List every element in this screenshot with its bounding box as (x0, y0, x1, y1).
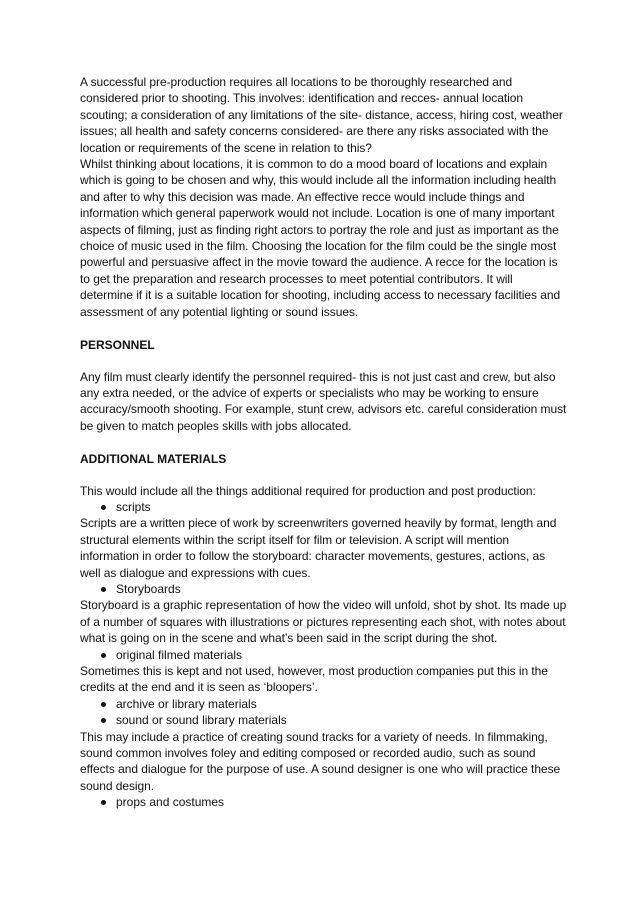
bullet-icon (101, 505, 106, 510)
original-materials-paragraph: Sometimes this is kept and not used, however, most production companies put this in the credits at the end and it is seen as ‘bloopers’. (80, 664, 548, 695)
bullet-icon (101, 718, 106, 723)
bullet-label: props and costumes (116, 795, 225, 810)
bullet-item-props-costumes (80, 794, 568, 810)
spacer (80, 468, 568, 483)
bullet-icon (101, 653, 106, 658)
bullet-icon (101, 800, 106, 805)
bullet-icon (101, 587, 106, 592)
bullet-label: original filmed materials (116, 647, 243, 662)
bullet-label: Storyboards (116, 581, 181, 596)
bullet-item-original-materials (80, 647, 568, 663)
bullet-label: sound or sound library materials (116, 713, 287, 728)
materials-intro: This would include all the things additional required for production and post production: (80, 483, 536, 498)
spacer (80, 354, 568, 369)
additional-materials-heading: ADDITIONAL MATERIALS (80, 452, 227, 467)
bullet-label: scripts (116, 499, 151, 514)
bullet-item-storyboards (80, 581, 568, 597)
bullet-item-sound-materials (80, 712, 568, 728)
bullet-icon (101, 702, 106, 707)
bullet-item-scripts (80, 499, 568, 515)
bullet-item-archive-materials (80, 696, 568, 712)
spacer (80, 320, 568, 337)
intro-paragraph-1: A successful pre-production requires all locations to be thoroughly researched and considered prior to shooting. This involves: identification and recces- annual location scouting; a consideration of any limitations of the site- distance, access, hiring cost, weather issues; all health and safety concerns considered- are there any risks associated with the location or requirements of the scene in relation to this? (80, 75, 563, 155)
personnel-paragraph: Any film must clearly identify the personnel required- this is not just cast and crew, but also any extra needed, or the advice of experts or specialists who may be working to ensure accuracy/smooth shooting. For example, stunt crew, advisors etc. careful consideration must be given to match peoples skills with jobs allocated. (80, 369, 567, 433)
scripts-paragraph: Scripts are a written piece of work by screenwriters governed heavily by format, length and structural elements within the script itself for film or television. A script will mention information in order to follow the storyboard: character movements, gestures, actions, as well as dialogue and expressions with cues. (80, 516, 557, 580)
spacer (80, 434, 568, 451)
bullet-label: archive or library materials (116, 696, 257, 711)
intro-paragraph-2: Whilst thinking about locations, it is common to do a mood board of locations and explain which is going to be chosen and why, this would include all the information including health and after to why this decision was made. An effective recce would include things and information which general paperwork would not include. Location is one of many important aspects of filming, just as finding right actors to portray the role and just as important as the choice of music used in the film. Choosing the location for the film could be the single most powerful and persuasive affect in the movie toward the audience. A recce for the location is to get the preparation and research processes to meet potential contributors. It will determine if it is a suitable location for shooting, including access to necessary facilities and assessment of any potential lighting or sound issues. (80, 157, 561, 319)
storyboards-paragraph: Storyboard is a graphic representation of how the video will unfold, shot by shot. Its made up of a number of squares with illustrations or pictures representing each shot, with notes about what is going on in the scene and what’s been said in the script during the shot. (80, 598, 567, 646)
personnel-heading: PERSONNEL (80, 338, 155, 353)
sound-paragraph: This may include a practice of creating sound tracks for a variety of needs. In filmmaking, sound common involves foley and editing composed or recorded audio, such as sound effects and dialogue for the purpose of use. A sound designer is one who will practice these sound design. (80, 729, 561, 793)
